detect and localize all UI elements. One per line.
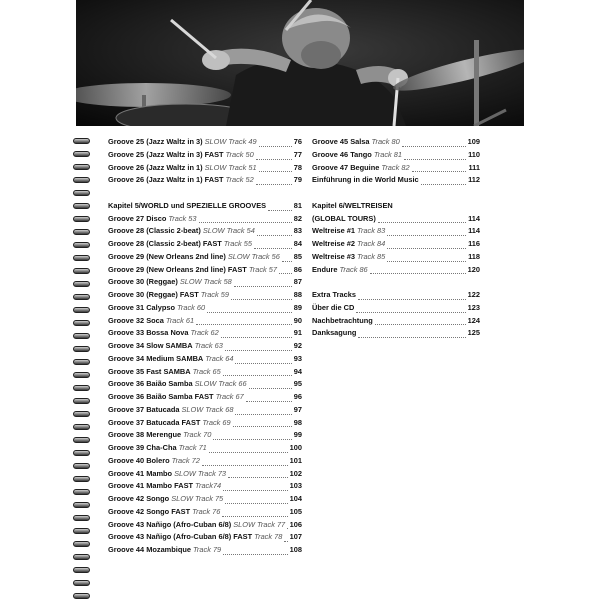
binding-ring [73, 138, 90, 144]
toc-entry-page: 116 [468, 239, 480, 248]
toc-entry-tempo: SLOW [204, 162, 227, 172]
binding-ring [73, 489, 90, 495]
toc-entry-title: Groove 29 (New Orleans 2nd line) [108, 251, 226, 261]
toc-entry-page: 107 [289, 532, 302, 542]
binding-ring [73, 463, 90, 469]
toc-entry-page: 88 [293, 290, 302, 299]
toc-entry-title: Groove 43 Nañigo (Afro-Cuban 6/8) [108, 519, 232, 529]
toc-entry-title: Weltreise #3 [312, 251, 356, 261]
toc-entry [312, 213, 480, 226]
toc-entry [108, 353, 302, 366]
binding-ring [73, 515, 90, 521]
toc-left-column [108, 136, 302, 557]
toc-entry [108, 315, 302, 328]
toc-entry [312, 264, 480, 277]
toc-leader-dots [375, 324, 466, 325]
toc-spacer [312, 276, 480, 289]
drummer-photo-illustration [76, 0, 524, 126]
binding-ring [73, 151, 90, 157]
toc-leader-dots [268, 210, 292, 211]
toc-entry-track: Track 77 [256, 519, 286, 529]
toc-entry-track: Track 50 [225, 149, 254, 159]
toc-leader-dots [235, 363, 291, 364]
toc-entry-title: Über die CD [312, 302, 355, 312]
toc-entry-title: Groove 42 Songo [108, 494, 170, 503]
binding-ring [73, 333, 90, 339]
toc-leader-dots [209, 452, 288, 453]
toc-entry-page: 86 [293, 264, 302, 274]
toc-leader-dots [202, 465, 288, 466]
toc-entry-page: 89 [293, 302, 302, 312]
toc-entry-page: 83 [293, 226, 302, 236]
toc-entry-title: Groove 41 Mambo FAST [108, 481, 194, 491]
toc-entry [108, 200, 302, 213]
toc-leader-dots [256, 184, 292, 185]
toc-entry [108, 391, 302, 404]
toc-leader-dots [387, 248, 466, 249]
toc-leader-dots [282, 261, 292, 262]
toc-entry-track: Track 67 [215, 392, 244, 401]
toc-right-column [312, 136, 480, 340]
toc-entry-title: Groove 39 Cha-Cha [108, 443, 177, 452]
binding-ring [73, 424, 90, 430]
toc-entry [108, 264, 302, 277]
toc-entry-title: Groove 25 (Jazz Waltz in 3) [108, 137, 203, 146]
toc-leader-dots [223, 375, 292, 376]
binding-ring [73, 216, 90, 222]
toc-entry [108, 302, 302, 315]
toc-entry-title: Groove 36 Baião Samba FAST [108, 392, 214, 401]
toc-entry [312, 251, 480, 264]
toc-entry [312, 174, 480, 187]
toc-entry-title: Kapitel 5/WORLD und SPEZIELLE GROOVES [108, 200, 267, 210]
toc-entry-track: Track 53 [168, 213, 197, 223]
toc-entry-track: Track 51 [228, 162, 257, 172]
toc-entry-page: 106 [289, 519, 302, 529]
toc-entry [312, 225, 480, 238]
toc-leader-dots [207, 312, 292, 313]
toc-entry-page: 96 [293, 392, 302, 401]
toc-entry-page: 84 [293, 239, 302, 248]
toc-entry-title: Groove 32 Soca [108, 315, 164, 325]
toc-entry [108, 149, 302, 162]
toc-leader-dots [358, 337, 465, 338]
toc-leader-dots [213, 439, 291, 440]
binding-ring [73, 190, 90, 196]
toc-leader-dots [249, 388, 292, 389]
toc-entry-page: 91 [293, 328, 302, 338]
toc-entry-page: 78 [293, 162, 302, 172]
toc-entry [108, 417, 302, 430]
toc-entry-track: Track 80 [371, 137, 400, 146]
toc-entry-page: 103 [289, 481, 302, 491]
toc-entry-page: 124 [467, 315, 480, 325]
toc-entry [108, 493, 302, 506]
toc-entry-title: Groove 34 Slow SAMBA [108, 341, 193, 350]
toc-spacer [312, 187, 480, 200]
toc-entry-page: 81 [293, 200, 302, 210]
toc-leader-dots [279, 273, 292, 274]
toc-entry-title: Groove 28 (Classic 2-beat) [108, 226, 201, 236]
toc-entry [108, 442, 302, 455]
binding-ring [73, 554, 90, 560]
toc-entry-title: Weltreise #1 [312, 226, 356, 236]
toc-leader-dots [228, 477, 288, 478]
toc-entry-track: Track 63 [194, 341, 223, 350]
toc-entry-tempo: SLOW [174, 468, 196, 478]
toc-entry [108, 213, 302, 226]
toc-leader-dots [223, 490, 287, 491]
toc-leader-dots [221, 337, 292, 338]
toc-entry [108, 519, 302, 532]
toc-entry-page: 123 [467, 302, 480, 312]
toc-entry-track: Track 60 [176, 302, 206, 312]
toc-entry [312, 149, 480, 162]
toc-entry-page: 118 [468, 251, 480, 261]
toc-entry [108, 289, 302, 302]
toc-entry [108, 480, 302, 493]
toc-entry-title: Groove 28 (Classic 2-beat) FAST [108, 239, 222, 248]
binding-ring [73, 541, 90, 547]
toc-entry-page: 97 [293, 404, 302, 414]
toc-entry-tempo: SLOW [227, 251, 250, 261]
toc-entry [108, 238, 302, 251]
toc-entry-track: Track 66 [218, 379, 247, 389]
toc-entry-track: Track 54 [226, 226, 255, 236]
toc-entry [108, 378, 302, 391]
toc-leader-dots [257, 235, 292, 236]
toc-entry-title: Groove 30 (Reggae) [108, 277, 178, 287]
toc-entry-title: Groove 47 Beguine [312, 162, 380, 172]
binding-ring [73, 268, 90, 274]
toc-entry-track: Track 84 [357, 239, 386, 248]
toc-entry-track: Track 49 [228, 137, 257, 146]
toc-entry-page: 102 [289, 468, 302, 478]
binding-ring [73, 242, 90, 248]
toc-entry-track: Track 70 [183, 430, 212, 440]
toc-entry [108, 544, 302, 557]
binding-ring [73, 528, 90, 534]
toc-entry-track: Track 79 [192, 545, 222, 554]
binding-ring [73, 281, 90, 287]
binding-ring [73, 450, 90, 456]
toc-entry-track: Track 52 [225, 175, 254, 185]
binding-ring [73, 203, 90, 209]
toc-leader-dots [199, 222, 292, 223]
toc-entry-page: 93 [293, 353, 302, 363]
toc-leader-dots [259, 146, 292, 147]
toc-entry [108, 404, 302, 417]
binding-ring [73, 255, 90, 261]
toc-entry [108, 327, 302, 340]
toc-leader-dots [225, 503, 287, 504]
toc-entry [108, 162, 302, 175]
toc-entry-track: Track 58 [203, 277, 232, 287]
toc-entry-page: 94 [293, 366, 302, 376]
binding-ring [73, 567, 90, 573]
binding-ring [73, 177, 90, 183]
toc-leader-dots [284, 541, 287, 542]
toc-entry [312, 327, 480, 340]
toc-entry-title: Groove 37 Batucada [108, 404, 180, 414]
toc-entry [108, 225, 302, 238]
toc-leader-dots [370, 273, 466, 274]
toc-entry-track: Track 76 [192, 506, 221, 516]
toc-entry-title: Einführung in die World Music [312, 175, 419, 185]
toc-entry-page: 122 [467, 290, 480, 299]
toc-entry [108, 276, 302, 289]
binding-ring [73, 411, 90, 417]
toc-entry-title: Extra Tracks [312, 290, 356, 299]
toc-entry-title: Groove 41 Mambo [108, 468, 173, 478]
toc-entry [312, 238, 480, 251]
toc-entry-track: Track 86 [339, 264, 368, 274]
toc-entry-title: Groove 37 Batucada FAST [108, 417, 201, 427]
toc-leader-dots [412, 171, 467, 172]
toc-entry [108, 174, 302, 187]
toc-entry-title: Groove 26 (Jazz Waltz in 1) FAST [108, 175, 224, 185]
toc-entry-tempo: SLOW [181, 404, 204, 414]
toc-entry-track: Track 56 [251, 251, 280, 261]
toc-entry-track: Track 64 [205, 353, 234, 363]
toc-entry [108, 455, 302, 468]
toc-entry-page: 111 [468, 162, 480, 172]
toc-entry-title: Groove 42 Songo FAST [108, 506, 191, 516]
toc-entry [108, 366, 302, 379]
binding-ring [73, 229, 90, 235]
toc-leader-dots [223, 554, 287, 555]
toc-entry-page: 104 [289, 494, 302, 503]
binding-ring [73, 502, 90, 508]
drummer-photo [76, 0, 524, 126]
toc-leader-dots [387, 235, 466, 236]
toc-entry-track: Track 85 [357, 251, 386, 261]
binding-ring [73, 385, 90, 391]
toc-entry-title: Nachbetrachtung [312, 315, 373, 325]
toc-entry-title: Groove 36 Baião Samba [108, 379, 193, 389]
toc-entry [312, 302, 480, 315]
toc-entry-title: Groove 38 Merengue [108, 430, 182, 440]
toc-entry-page: 112 [468, 175, 480, 185]
toc-leader-dots [421, 184, 466, 185]
toc-entry-title: Groove 25 (Jazz Waltz in 3) FAST [108, 149, 224, 159]
toc-entry-tempo: SLOW [171, 494, 193, 503]
toc-entry-page: 82 [293, 213, 302, 223]
toc-entry-track: Track 73 [197, 468, 227, 478]
toc-entry-track: Track 82 [381, 162, 410, 172]
toc-entry-title: (GLOBAL TOURS) [312, 213, 376, 223]
binding-ring [73, 359, 90, 365]
toc-entry-page: 76 [293, 137, 302, 146]
toc-entry-tempo: SLOW [202, 226, 225, 236]
toc-entry-title: Groove 35 Fast SAMBA [108, 366, 191, 376]
toc-entry [312, 162, 480, 175]
toc-entry-title: Groove 27 Disco [108, 213, 167, 223]
toc-entry-title: Groove 46 Tango [312, 149, 372, 159]
binding-ring [73, 476, 90, 482]
binding-ring [73, 437, 90, 443]
toc-entry-page: 92 [293, 341, 302, 350]
toc-leader-dots [256, 159, 292, 160]
toc-entry-track: Track 81 [373, 149, 403, 159]
binding-ring [73, 580, 90, 586]
toc-entry-page: 125 [467, 328, 480, 338]
toc-entry-page: 77 [293, 149, 302, 159]
toc-entry [108, 136, 302, 149]
toc-entry-track: Track 69 [202, 417, 231, 427]
binding-ring [73, 294, 90, 300]
toc-entry-page: 108 [289, 545, 302, 554]
toc-leader-dots [404, 159, 466, 160]
toc-entry [312, 289, 480, 302]
toc-entry-title: Groove 44 Mozambique [108, 545, 191, 554]
toc-entry-title: Groove 29 (New Orleans 2nd line) FAST [108, 264, 247, 274]
toc-entry-title: Weltreise #2 [312, 239, 356, 248]
toc-entry [108, 531, 302, 544]
toc-leader-dots [235, 414, 291, 415]
toc-entry-page: 99 [293, 430, 302, 440]
toc-entry-title: Groove 40 Bolero [108, 455, 170, 465]
toc-entry-page: 105 [289, 506, 302, 516]
toc-entry-track: Track 78 [254, 532, 283, 542]
toc-entry-title: Groove 43 Nañigo (Afro-Cuban 6/8) FAST [108, 532, 253, 542]
toc-entry-page: 110 [468, 149, 480, 159]
toc-leader-dots [234, 286, 292, 287]
toc-leader-dots [222, 516, 287, 517]
toc-entry-track: Track 55 [223, 239, 252, 248]
toc-entry-track: Track74 [195, 481, 222, 491]
toc-entry-page: 120 [467, 264, 480, 274]
toc-entry [108, 506, 302, 519]
toc-leader-dots [358, 299, 466, 300]
toc-entry [108, 468, 302, 481]
toc-entry-page: 109 [467, 137, 480, 146]
toc-leader-dots [402, 146, 466, 147]
toc-entry-tempo: SLOW [194, 379, 217, 389]
toc-entry-track: Track 62 [190, 328, 219, 338]
binding-ring [73, 593, 90, 599]
toc-entry-page: 85 [293, 251, 302, 261]
toc-entry-track: Track 72 [171, 455, 200, 465]
binding-ring [73, 346, 90, 352]
toc-entry-title: Groove 33 Bossa Nova [108, 328, 189, 338]
toc-entry [108, 340, 302, 353]
spiral-binding [73, 0, 89, 600]
toc-entry-track: Track 83 [357, 226, 386, 236]
toc-entry-title: Groove 31 Calypso [108, 302, 175, 312]
toc-leader-dots [254, 248, 292, 249]
binding-ring [73, 398, 90, 404]
toc-leader-dots [378, 222, 466, 223]
toc-entry-track: Track 68 [205, 404, 234, 414]
toc-entry-title: Danksagung [312, 328, 357, 338]
binding-ring [73, 307, 90, 313]
toc-entry-page: 95 [293, 379, 302, 389]
toc-entry-tempo: SLOW [233, 519, 255, 529]
toc-leader-dots [387, 261, 466, 262]
toc-spacer [108, 187, 302, 200]
toc-entry [312, 136, 480, 149]
binding-ring [73, 320, 90, 326]
toc-entry-title: Groove 45 Salsa [312, 137, 370, 146]
toc-entry-page: 79 [293, 175, 302, 185]
toc-entry [108, 251, 302, 264]
toc-leader-dots [356, 312, 465, 313]
toc-entry-title: Groove 34 Medium SAMBA [108, 353, 204, 363]
binding-ring [73, 372, 90, 378]
toc-entry-page: 90 [293, 315, 302, 325]
toc-leader-dots [246, 401, 292, 402]
toc-leader-dots [233, 426, 292, 427]
toc-entry-tempo: SLOW [204, 137, 227, 146]
toc-entry [108, 429, 302, 442]
toc-entry-page: 98 [293, 417, 302, 427]
toc-entry [312, 315, 480, 328]
toc-leader-dots [196, 324, 292, 325]
binding-ring [73, 164, 90, 170]
toc-entry-track: Track 65 [192, 366, 221, 376]
toc-leader-dots [225, 350, 292, 351]
toc-entry-title: Groove 26 (Jazz Waltz in 1) [108, 162, 203, 172]
toc-entry-page: 114 [468, 226, 480, 236]
toc-entry-track: Track 61 [165, 315, 195, 325]
toc-leader-dots [231, 299, 292, 300]
toc-entry-page: 114 [468, 213, 480, 223]
toc-entry [312, 200, 480, 213]
toc-entry-page: 100 [289, 443, 302, 452]
toc-entry-page: 87 [293, 277, 302, 287]
toc-entry-title: Endure [312, 264, 338, 274]
toc-entry-track: Track 59 [200, 290, 229, 299]
toc-entry-track: Track 75 [194, 494, 224, 503]
toc-entry-title: Kapitel 6/WELTREISEN [312, 200, 393, 210]
toc-leader-dots [259, 171, 292, 172]
toc-entry-tempo: SLOW [179, 277, 202, 287]
toc-entry-page: 101 [289, 455, 302, 465]
toc-entry-title: Groove 30 (Reggae) FAST [108, 290, 199, 299]
toc-entry-track: Track 71 [178, 443, 207, 452]
toc-entry-track: Track 57 [248, 264, 278, 274]
